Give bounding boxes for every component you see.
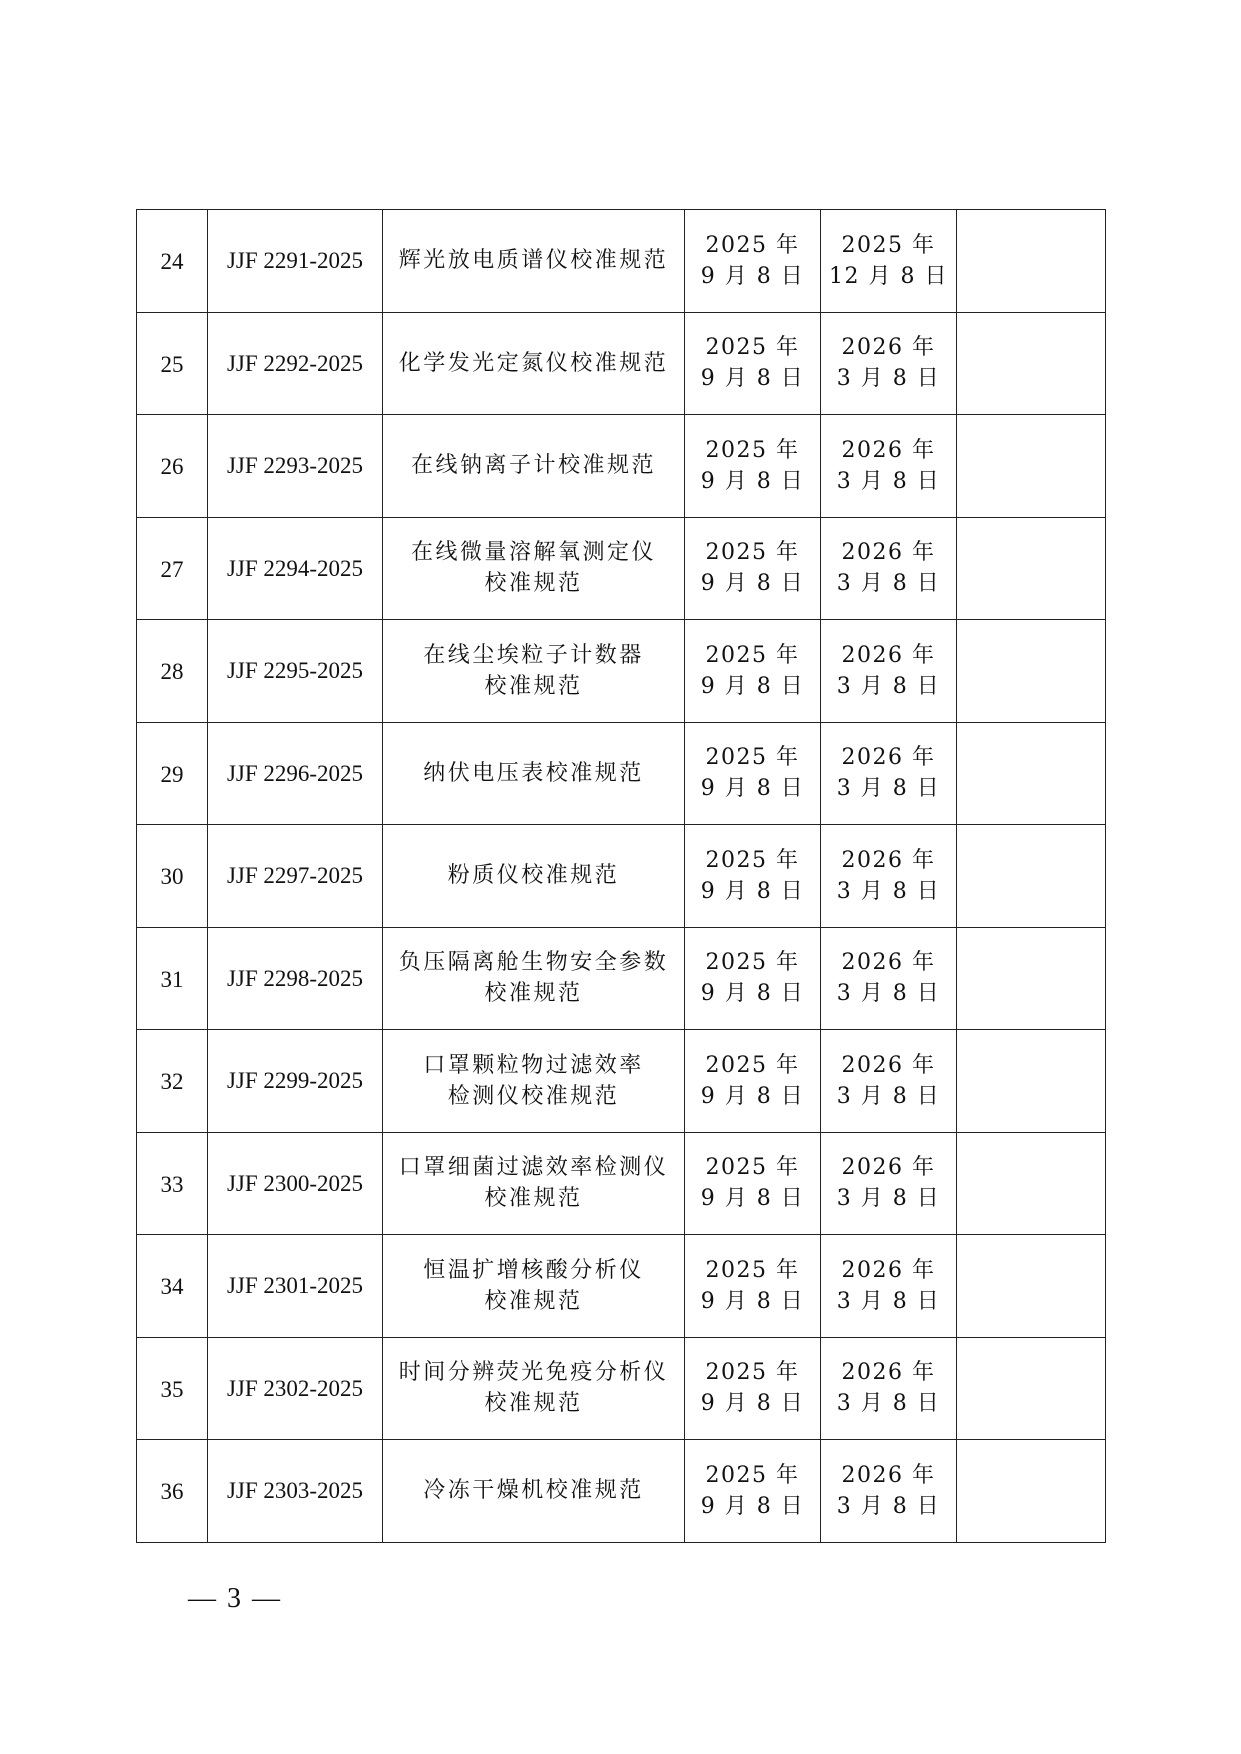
table-row: [137, 825, 1106, 928]
publish-date-line: 2025 年: [705, 1155, 800, 1181]
cell-remark: [957, 1235, 1106, 1338]
cell-serial-number: 35: [137, 1337, 208, 1440]
table-row: [137, 415, 1106, 518]
cell-standard-name: [383, 210, 685, 313]
publish-date-line: 9 月 8 日: [700, 1288, 805, 1314]
cell-standard-code: JJF 2301-2025: [208, 1235, 383, 1338]
publish-date-line: 9 月 8 日: [700, 468, 805, 494]
publish-date-line: 9 月 8 日: [700, 1493, 805, 1519]
standard-name-line: 校准规范: [484, 981, 583, 1007]
publish-date-line: 9 月 8 日: [700, 571, 805, 597]
standard-name-line: 在线尘埃粒子计数器: [423, 642, 644, 668]
cell-publish-date: [685, 517, 821, 620]
effective-date-line: 2026 年: [841, 950, 936, 976]
standard-name-line: 校准规范: [484, 571, 583, 597]
effective-date-line: 3 月 8 日: [836, 1493, 941, 1519]
effective-date-line: 3 月 8 日: [836, 776, 941, 802]
effective-date-line: 3 月 8 日: [836, 1288, 941, 1314]
effective-date-line: 3 月 8 日: [836, 571, 941, 597]
standard-name-line: 化学发光定氮仪校准规范: [398, 350, 669, 376]
publish-date-line: 9 月 8 日: [700, 981, 805, 1007]
cell-remark: [957, 825, 1106, 928]
table-row: [137, 1030, 1106, 1133]
effective-date-line: 2026 年: [841, 642, 936, 668]
cell-serial-number: 36: [137, 1440, 208, 1543]
publish-date-line: 9 月 8 日: [700, 263, 805, 289]
cell-remark: [957, 722, 1106, 825]
cell-remark: [957, 210, 1106, 313]
publish-date-line: 9 月 8 日: [700, 1083, 805, 1109]
publish-date-line: 2025 年: [705, 232, 800, 258]
effective-date-line: 3 月 8 日: [836, 468, 941, 494]
cell-effective-date: [821, 620, 957, 723]
cell-standard-name: [383, 1440, 685, 1543]
cell-standard-name: [383, 517, 685, 620]
cell-remark: [957, 1030, 1106, 1133]
effective-date-line: 2026 年: [841, 437, 936, 463]
effective-date-line: 3 月 8 日: [836, 673, 941, 699]
cell-serial-number: 30: [137, 825, 208, 928]
table-row: [137, 1132, 1106, 1235]
cell-standard-code: JJF 2291-2025: [208, 210, 383, 313]
cell-standard-code: JJF 2295-2025: [208, 620, 383, 723]
cell-effective-date: [821, 312, 957, 415]
effective-date-line: 3 月 8 日: [836, 366, 941, 392]
publish-date-line: 2025 年: [705, 1052, 800, 1078]
cell-publish-date: [685, 1132, 821, 1235]
table-row: [137, 517, 1106, 620]
table-row: [137, 927, 1106, 1030]
standard-name-line: 时间分辨荧光免疫分析仪: [398, 1360, 669, 1386]
cell-serial-number: 27: [137, 517, 208, 620]
standard-name-line: 纳伏电压表校准规范: [423, 760, 644, 786]
cell-effective-date: [821, 210, 957, 313]
cell-effective-date: [821, 1235, 957, 1338]
publish-date-line: 2025 年: [705, 950, 800, 976]
cell-standard-name: [383, 1235, 685, 1338]
cell-standard-code: JJF 2303-2025: [208, 1440, 383, 1543]
cell-publish-date: [685, 312, 821, 415]
cell-publish-date: [685, 415, 821, 518]
cell-remark: [957, 517, 1106, 620]
publish-date-line: 2025 年: [705, 1462, 800, 1488]
effective-date-line: 3 月 8 日: [836, 1083, 941, 1109]
page-number: — 3 —: [188, 1583, 282, 1614]
effective-date-line: 2026 年: [841, 1462, 936, 1488]
effective-date-line: 2026 年: [841, 1257, 936, 1283]
cell-effective-date: [821, 415, 957, 518]
effective-date-line: 2026 年: [841, 1155, 936, 1181]
effective-date-line: 2026 年: [841, 1052, 936, 1078]
cell-effective-date: [821, 1030, 957, 1133]
table-row: [137, 1235, 1106, 1338]
cell-standard-name: [383, 1337, 685, 1440]
table-row: [137, 620, 1106, 723]
effective-date-line: 3 月 8 日: [836, 878, 941, 904]
publish-date-line: 9 月 8 日: [700, 1186, 805, 1212]
cell-standard-name: [383, 312, 685, 415]
cell-standard-code: JJF 2292-2025: [208, 312, 383, 415]
publish-date-line: 9 月 8 日: [700, 366, 805, 392]
effective-date-line: 2026 年: [841, 335, 936, 361]
cell-serial-number: 28: [137, 620, 208, 723]
cell-effective-date: [821, 1440, 957, 1543]
table-row: [137, 210, 1106, 313]
cell-standard-code: JJF 2298-2025: [208, 927, 383, 1030]
effective-date-line: 2026 年: [841, 745, 936, 771]
effective-date-line: 3 月 8 日: [836, 1186, 941, 1212]
cell-remark: [957, 1337, 1106, 1440]
cell-standard-code: JJF 2296-2025: [208, 722, 383, 825]
cell-standard-name: [383, 415, 685, 518]
standard-name-line: 在线钠离子计校准规范: [410, 453, 656, 479]
table-row: [137, 1337, 1106, 1440]
cell-serial-number: 29: [137, 722, 208, 825]
standard-name-line: 校准规范: [484, 673, 583, 699]
standard-name-line: 校准规范: [484, 1391, 583, 1417]
cell-effective-date: [821, 825, 957, 928]
standard-name-line: 恒温扩增核酸分析仪: [423, 1257, 644, 1283]
cell-standard-name: [383, 825, 685, 928]
effective-date-line: 12 月 8 日: [829, 263, 948, 289]
cell-serial-number: 34: [137, 1235, 208, 1338]
cell-publish-date: [685, 620, 821, 723]
cell-standard-name: [383, 1030, 685, 1133]
table-row: [137, 722, 1106, 825]
cell-standard-code: JJF 2302-2025: [208, 1337, 383, 1440]
effective-date-line: 2026 年: [841, 1360, 936, 1386]
cell-serial-number: 26: [137, 415, 208, 518]
publish-date-line: 9 月 8 日: [700, 673, 805, 699]
cell-effective-date: [821, 517, 957, 620]
effective-date-line: 3 月 8 日: [836, 1391, 941, 1417]
table-row: [137, 312, 1106, 415]
cell-publish-date: [685, 210, 821, 313]
cell-effective-date: [821, 1132, 957, 1235]
cell-remark: [957, 1132, 1106, 1235]
standards-table: [136, 209, 1106, 1543]
cell-effective-date: [821, 927, 957, 1030]
cell-remark: [957, 312, 1106, 415]
cell-serial-number: 33: [137, 1132, 208, 1235]
standard-name-line: 校准规范: [484, 1288, 583, 1314]
cell-remark: [957, 620, 1106, 723]
cell-publish-date: [685, 927, 821, 1030]
publish-date-line: 2025 年: [705, 1257, 800, 1283]
standard-name-line: 校准规范: [484, 1186, 583, 1212]
publish-date-line: 2025 年: [705, 540, 800, 566]
standard-name-line: 口罩颗粒物过滤效率: [423, 1052, 644, 1078]
cell-standard-name: [383, 620, 685, 723]
publish-date-line: 9 月 8 日: [700, 776, 805, 802]
standard-name-line: 冷冻干燥机校准规范: [423, 1478, 644, 1504]
effective-date-line: 2026 年: [841, 540, 936, 566]
publish-date-line: 2025 年: [705, 847, 800, 873]
standard-name-line: 辉光放电质谱仪校准规范: [398, 248, 669, 274]
cell-effective-date: [821, 722, 957, 825]
cell-serial-number: 24: [137, 210, 208, 313]
publish-date-line: 2025 年: [705, 745, 800, 771]
cell-standard-code: JJF 2293-2025: [208, 415, 383, 518]
publish-date-line: 2025 年: [705, 642, 800, 668]
standard-name-line: 检测仪校准规范: [447, 1083, 620, 1109]
cell-effective-date: [821, 1337, 957, 1440]
standard-name-line: 粉质仪校准规范: [447, 863, 620, 889]
effective-date-line: 3 月 8 日: [836, 981, 941, 1007]
cell-publish-date: [685, 722, 821, 825]
cell-remark: [957, 415, 1106, 518]
cell-standard-code: JJF 2299-2025: [208, 1030, 383, 1133]
table-row: [137, 1440, 1106, 1543]
standard-name-line: 负压隔离舱生物安全参数: [398, 950, 669, 976]
cell-publish-date: [685, 1030, 821, 1133]
publish-date-line: 9 月 8 日: [700, 1391, 805, 1417]
cell-standard-code: JJF 2294-2025: [208, 517, 383, 620]
cell-publish-date: [685, 1440, 821, 1543]
publish-date-line: 2025 年: [705, 1360, 800, 1386]
cell-remark: [957, 927, 1106, 1030]
cell-standard-code: JJF 2300-2025: [208, 1132, 383, 1235]
cell-standard-name: [383, 1132, 685, 1235]
publish-date-line: 2025 年: [705, 437, 800, 463]
cell-publish-date: [685, 1337, 821, 1440]
cell-standard-name: [383, 722, 685, 825]
cell-serial-number: 32: [137, 1030, 208, 1133]
cell-serial-number: 25: [137, 312, 208, 415]
cell-publish-date: [685, 825, 821, 928]
effective-date-line: 2025 年: [841, 232, 936, 258]
cell-publish-date: [685, 1235, 821, 1338]
cell-standard-name: [383, 927, 685, 1030]
publish-date-line: 2025 年: [705, 335, 800, 361]
standard-name-line: 在线微量溶解氧测定仪: [410, 540, 656, 566]
cell-remark: [957, 1440, 1106, 1543]
cell-serial-number: 31: [137, 927, 208, 1030]
standard-name-line: 口罩细菌过滤效率检测仪: [398, 1155, 669, 1181]
cell-standard-code: JJF 2297-2025: [208, 825, 383, 928]
effective-date-line: 2026 年: [841, 847, 936, 873]
standards-table-body: [137, 210, 1106, 1543]
publish-date-line: 9 月 8 日: [700, 878, 805, 904]
